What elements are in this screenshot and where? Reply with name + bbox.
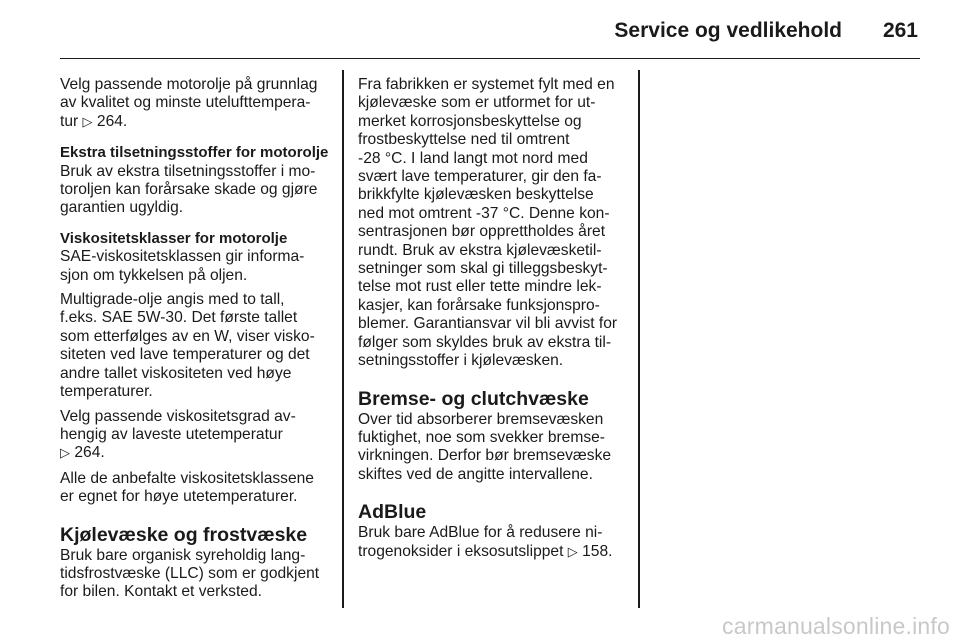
coolant-paragraph: Bruk bare organisk syreholdig lang- tidsfrostvæske (LLC) som er godkjent for bilen. Kontakt et verksted.: [60, 546, 320, 601]
page-reference-link[interactable]: 264.: [96, 112, 128, 130]
column-divider-left: [342, 70, 344, 608]
column-middle: [358, 76, 628, 562]
heading-viscosity: Viskositetsklasser for motorolje: [60, 229, 288, 247]
brake-fluid-paragraph: Over tid absorberer bremsevæsken fuktighet, noe som svekker bremse- virkningen. Derfor bør bremsevæske skiftes ved de angitte intervallene.: [358, 410, 612, 483]
adblue-paragraph: Bruk bare AdBlue for å redusere ni- trogenoksider i eksosutslippet ▷ 158.: [358, 524, 613, 560]
page-number: 261: [882, 19, 918, 42]
column-divider-right: [638, 70, 640, 608]
oil-quality-paragraph: Velg passende motorolje på grunnlag av kvalitet og minste utelufttempera- tur ▷ 264.: [60, 76, 318, 130]
watermark: carmanualsonline.info: [722, 613, 950, 639]
column-left: [60, 76, 330, 602]
page-reference-link[interactable]: 264.: [74, 444, 105, 462]
page-reference-arrow-icon: ▷: [82, 114, 93, 130]
viscosity-grade-paragraph: Velg passende viskositetsgrad av- hengig av laveste utetemperatur ▷ 264.: [60, 407, 296, 462]
heading-brake-fluid: Bremse- og clutchvæske: [358, 387, 589, 410]
viscosity-sae-paragraph: SAE-viskositetsklassen gir informa- sjon om tykkelsen på oljen.: [60, 248, 305, 284]
heading-adblue: AdBlue: [358, 501, 427, 524]
additives-paragraph: Bruk av ekstra tilsetningsstoffer i mo- toroljen kan forårsake skade og gjøre garantien ugyldig.: [60, 162, 318, 217]
heading-additives: Ekstra tilsetningsstoffer for motorolje: [60, 144, 329, 162]
multigrade-paragraph: Multigrade-olje angis med to tall, f.eks. SAE 5W-30. Det første tallet som etterfølges av en W, viser visko- siteten ved lave temperaturer og det andre tallet viskositeten ved høye temperaturer.: [60, 291, 315, 401]
heading-coolant: Kjølevæske og frostvæske: [60, 523, 308, 546]
page-reference-arrow-icon: ▷: [60, 446, 70, 462]
page-header: [60, 0, 920, 59]
coolant-factory-paragraph: Fra fabrikken er systemet fylt med en kjølevæske som er utformet for ut- merket korrosjonsbeskyttelse og frostbeskyttelse ned til omtrent -28 °C. I land langt mot nord med svært lave temperaturer, gir den fa- brikkfylte kjølevæsken beskyttelse ned mot omtrent -37 °C. Denne kon- sentrasjonen bør opprettholdes året rundt. Bruk av ekstra kjølevæsketil- setninger som skal gi tilleggsbeskyt- telse mot rust eller tette mindre lek- kasjer, kan forårsake funksjonspro- blemer. Garantiansvar vil bli avvist for følger som skyldes bruk av ekstra til- setningsstoffer i kjølevæsken.: [358, 76, 618, 370]
viscosity-classes-paragraph: Alle de anbefalte viskositetsklassene er egnet for høye utetemperaturer.: [60, 469, 314, 506]
page-reference-arrow-icon: ▷: [567, 544, 578, 560]
page-reference-link[interactable]: 158.: [582, 542, 613, 560]
section-title: Service og vedlikehold: [614, 19, 842, 42]
